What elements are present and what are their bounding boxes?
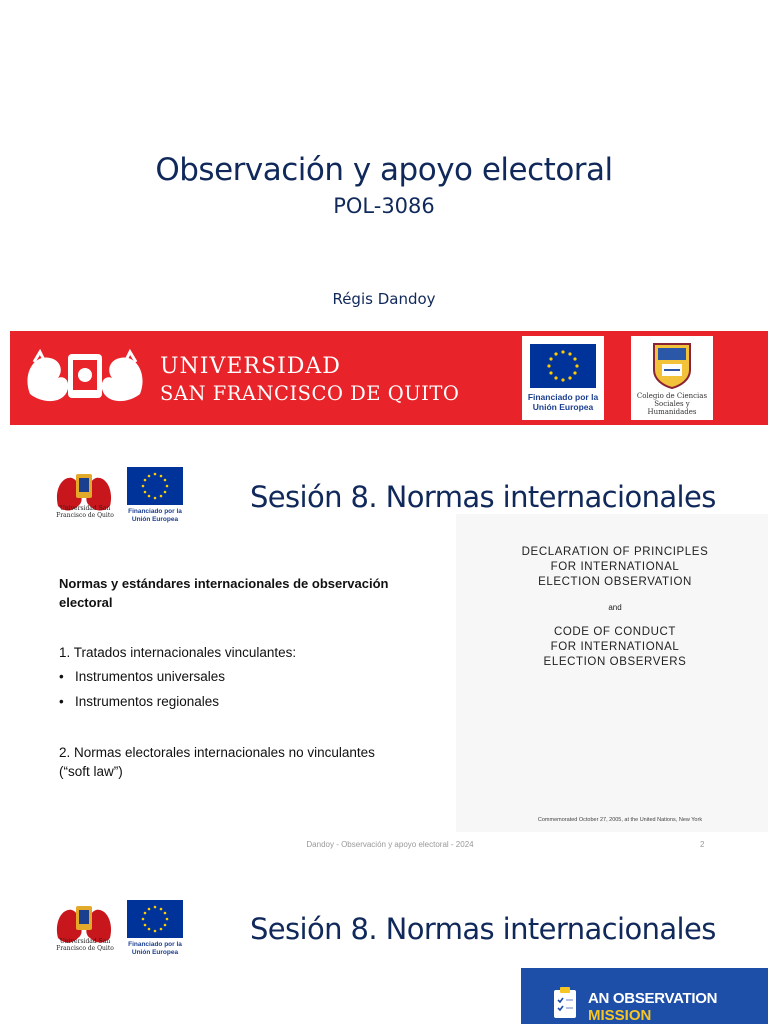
clipboard-checklist-icon — [552, 986, 578, 1020]
observation-banner-line1: AN OBSERVATION — [588, 990, 718, 1007]
slide3-title: Sesión 8. Normas internacionales — [250, 912, 716, 946]
college-shield-icon — [652, 342, 692, 390]
bullet-1-text: Instrumentos universales — [74, 669, 226, 684]
usfq-small-logo-text: Universidad San Francisco de Quito — [56, 505, 114, 519]
doc-line3: ELECTION OBSERVATION — [538, 576, 692, 588]
eu-small-flag-icon-2 — [127, 900, 183, 938]
author-name: Régis Dandoy — [332, 290, 436, 308]
observation-banner-line2: MISSION — [588, 1007, 652, 1024]
slide2-title: Sesión 8. Normas internacionales — [250, 480, 716, 514]
university-name-line2: SAN FRANCISCO DE QUITO — [160, 382, 460, 405]
item1-text: 1. Tratados internacionales vinculantes: — [59, 645, 297, 660]
doc-line6: ELECTION OBSERVERS — [543, 656, 687, 668]
doc-line1: DECLARATION OF PRINCIPLES — [521, 546, 709, 558]
eu-funding-text: Financiado por la Unión Europea — [527, 392, 599, 412]
bullet-2: • Instrumentos regionales — [59, 694, 220, 709]
eu-small-flag-icon — [127, 467, 183, 505]
usfq-dragons-logo-icon — [20, 344, 150, 412]
college-name-text: Colegio de Ciencias Sociales y Humanidades — [636, 392, 708, 416]
bullet-1: • Instrumentos universales — [59, 669, 226, 684]
slide2-heading: Normas y estándares internacionales de observación electoral — [59, 576, 389, 610]
university-name-line1: UNIVERSIDAD — [160, 354, 341, 379]
doc-line5: FOR INTERNATIONAL — [550, 641, 680, 653]
eu-small-funding-text-2: Financiado por la Unión Europea — [128, 941, 182, 956]
course-code: POL-3086 — [333, 194, 435, 218]
bullet-2-text: Instrumentos regionales — [74, 694, 220, 709]
doc-line4: CODE OF CONDUCT — [553, 626, 677, 638]
doc-commemorated: Commemorated October 27, 2005, at the United Nations, New York — [537, 817, 703, 823]
eu-flag-icon — [530, 344, 596, 388]
item2-line2: (“soft law”) — [59, 764, 123, 779]
eu-small-funding-text: Financiado por la Unión Europea — [128, 508, 182, 523]
doc-line2: FOR INTERNATIONAL — [550, 561, 680, 573]
slide1-title: Observación y apoyo electoral — [155, 152, 613, 188]
usfq-small-logo-text-2: Universidad San Francisco de Quito — [56, 938, 114, 952]
doc-and: and — [608, 603, 622, 612]
item2-line1: 2. Normas electorales internacionales no vinculantes — [59, 745, 375, 760]
page-number: 2 — [700, 840, 705, 849]
slide-footer: Dandoy - Observación y apoyo electoral - 2024 — [306, 840, 474, 849]
